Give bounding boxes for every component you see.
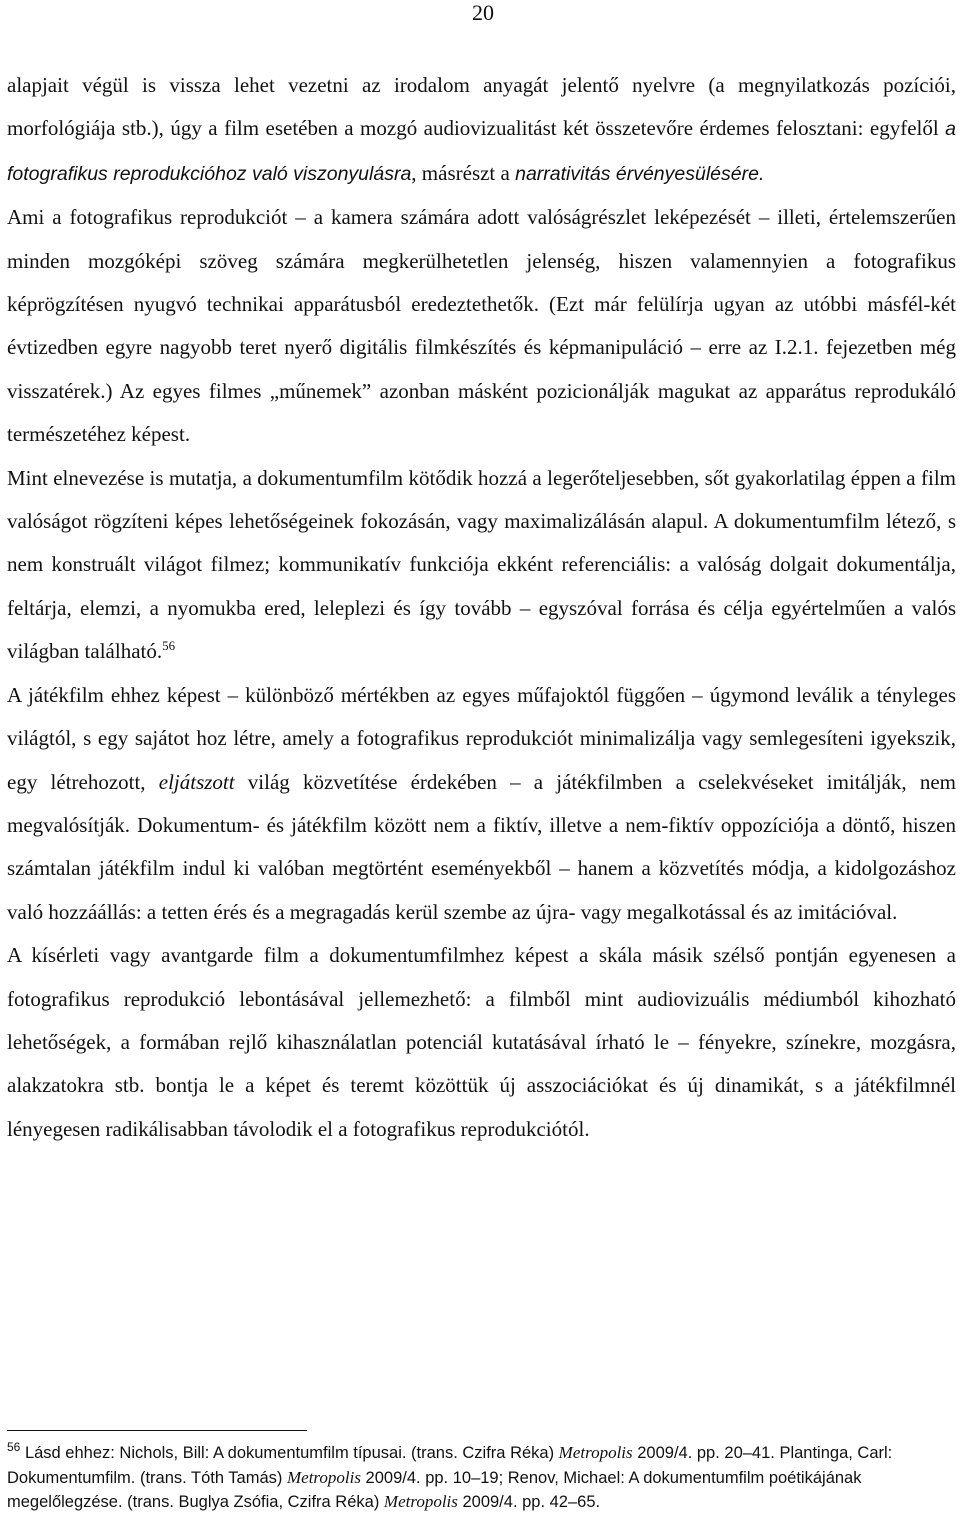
paragraph-4-text-b: világ közvetítése érdekében – a játékfilmben a cselekvéseket imitálják, nem megvalósítják. Dokumentum- és játékfilm között nem a fiktív, illetve a nem-fiktív oppozíciója a döntő, hiszen számtalan játékfilm indul ki valóban megtörtént eseményekből – hanem a közvetítés módja, a kidolgozáshoz való hozzáállás: a tetten érés és a megragadás kerül szembe az újra- vagy megalkotással és az imitációval.: [7, 769, 956, 924]
footnote-ref-56[interactable]: 56: [162, 638, 176, 654]
footnote-text-2: 2009/4. pp. 20–41. Plantinga, Carl: Dokumentumfilm. (trans. Tóth Tamás): [7, 1444, 893, 1487]
paragraph-1: [7, 64, 956, 196]
paragraph-4-italic: eljátszott: [158, 769, 235, 794]
paragraph-1-text: alapjait végül is vissza lehet vezetni az irodalom anyagát jelentő nyelvre (a megnyilatkozás pozíciói, morfológiája stb.), úgy a film esetében a mozgó audiovizualitást két összetevőre érdemes felosztani: egyfelől: [7, 73, 956, 141]
paragraph-3-text: Mint elnevezése is mutatja, a dokumentumfilm kötődik hozzá a legerőteljesebben, sőt gyakorlatilag éppen a film valóságot rögzíteni képes lehetőségeinek fokozásán, vagy maximalizálásán alapul. A dokumentumfilm létező, s nem konstruált világot filmez; kommunikatív funkciója ekként referenciális: a valóság dolgait dokumentálja, feltárja, elemzi, a nyomukba ered, leleplezi és így tovább – egyszóval forrása és célja egyértelműen a valós világban található.: [7, 465, 956, 664]
footnote-number: 56: [7, 1440, 21, 1454]
paragraph-3: [7, 457, 956, 674]
paragraph-1-mid: , másrészt a: [411, 160, 516, 185]
footnote-journal-1: Metropolis: [558, 1443, 633, 1462]
footnote-text-3: 2009/4. pp. 10–19; Renov, Michael: A dokumentumfilm poétikájának megelőlegzése. (trans. Buglya Zsófia, Czifra Réka): [7, 1468, 862, 1511]
paragraph-1-italic-a: a fotografikus reprodukcióhoz való viszonyulásra: [7, 118, 956, 185]
footnote-divider: [7, 1430, 307, 1431]
body-text: [7, 64, 956, 1151]
paragraph-5: A kísérleti vagy avantgarde film a dokumentumfilmhez képest a skála másik szélső pontján egyenesen a fotografikus reprodukció lebontásával jellemezhető: a filmből mint audiovizuális médiumból kihozható lehetőségek, a formában rejlő kihasználatlan potenciál kutatásával írható le – fényekre, színekre, mozgásra, alakzatokra stb. bontja le a képet és teremt közöttük új asszociációkat és új dinamikát, s a játékfilmnél lényegesen radikálisabban távolodik el a fotografikus reprodukciótól.: [7, 943, 956, 1141]
paragraph-1-italic-b: narrativitás érvényesülésére.: [515, 162, 765, 185]
paragraph-4-text-a: A játékfilm ehhez képest – különböző mértékben az egyes műfajoktól függően – úgymond leválik a tényleges világtól, s egy sajátot hoz létre, amely a fotografikus reprodukciót minimalizálja vagy semlegesíteni igyekszik, egy létrehozott,: [7, 682, 956, 794]
page-number: 20: [472, 0, 494, 25]
paragraph-4: [7, 674, 956, 934]
footnote-journal-2: Metropolis: [286, 1467, 361, 1487]
footnote-text-1: Lásd ehhez: Nichols, Bill: A dokumentumfilm típusai. (trans. Czifra Réka): [20, 1444, 559, 1462]
footnote-journal-3: Metropolis: [383, 1492, 458, 1511]
footnote-56: [7, 1441, 947, 1515]
footnote-text-4: 2009/4. pp. 42–65.: [457, 1493, 601, 1511]
paragraph-2: Ami a fotografikus reprodukciót – a kamera számára adott valóságrészlet leképezését – illeti, értelemszerűen minden mozgóképi szöveg számára megkerülhetetlen jelenség, hiszen valamennyien a fotografikus képrögzítésen nyugvó technikai apparátusból eredeztethetők. (Ezt már felülírja ugyan az utóbbi másfél-két évtizedben egyre nagyobb teret nyerő digitális filmkészítés és képmanipuláció – erre az I.2.1. fejezetben még visszatérek.) Az egyes filmes „műnemek” azonban másként pozicionálják magukat az apparátus reprodukáló természetéhez képest.: [7, 205, 956, 447]
